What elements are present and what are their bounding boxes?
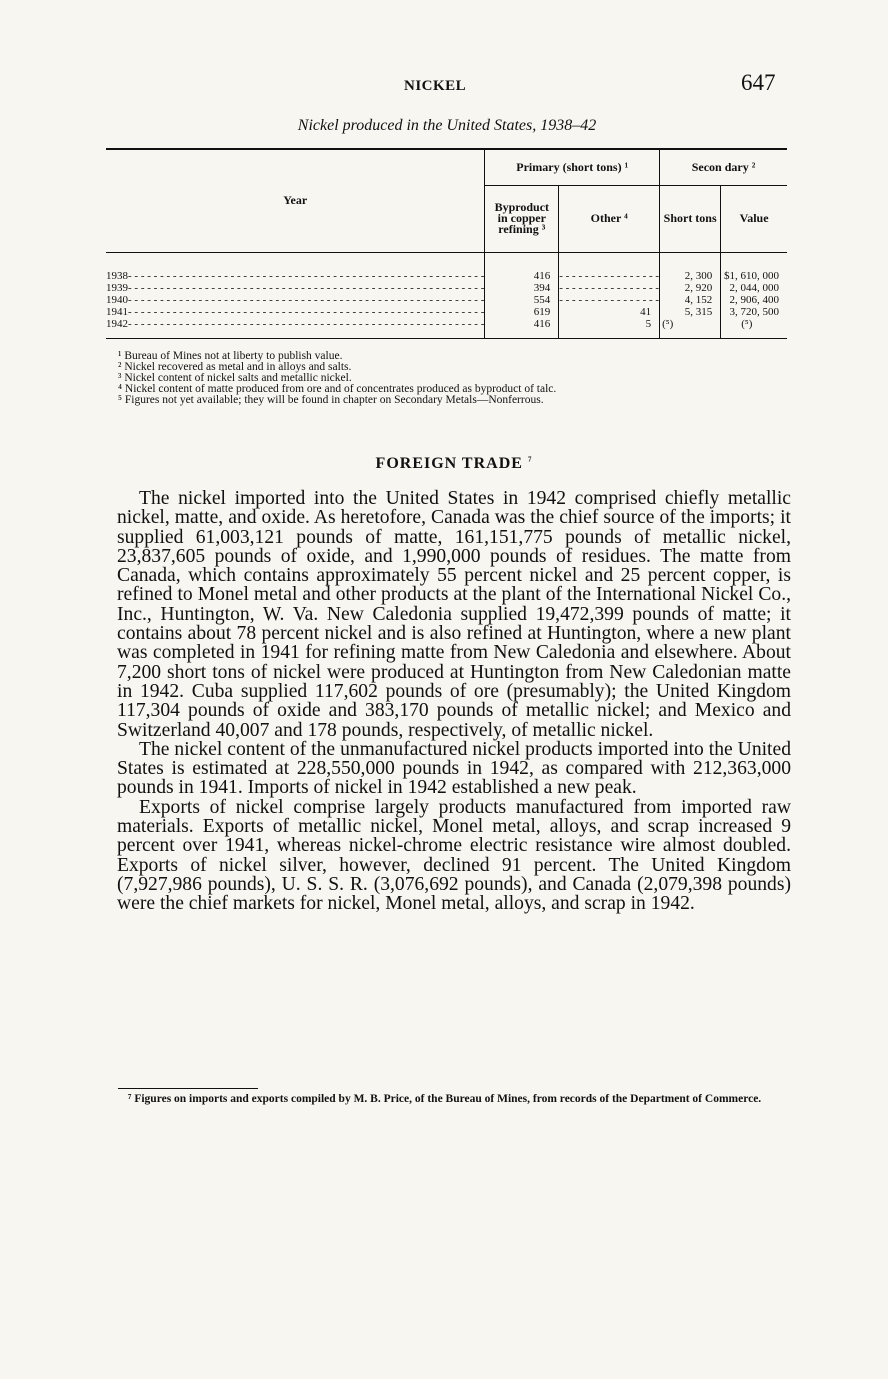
table-caption: Nickel produced in the United States, 1938–42 — [297, 117, 597, 134]
page-footnote — [118, 1092, 798, 1107]
header-byproduct — [485, 185, 559, 252]
row-other: - - - - - - - - - - - - - - - - — [559, 282, 660, 294]
page-number: 647 — [741, 70, 776, 95]
row-value: (⁵) — [721, 318, 787, 330]
running-head — [0, 70, 888, 100]
header-year: Year — [106, 149, 485, 252]
row-short-tons: 2, 920 — [660, 282, 721, 294]
row-year-label: 1942 — [106, 318, 128, 330]
row-year: 1938- - - - - - - - - - - - - - - - - - - - - - - - - - - - - - - - - - - - - - - - - - - - - - - - - - - - - - - - — [106, 270, 485, 282]
row-value: 2, 044, 000 — [721, 282, 787, 294]
production-table — [106, 148, 787, 339]
row-byproduct: 554 — [485, 294, 559, 306]
footnote-rule — [118, 1088, 258, 1089]
row-byproduct: 394 — [485, 282, 559, 294]
row-year: 1942- - - - - - - - - - - - - - - - - - - - - - - - - - - - - - - - - - - - - - - - - - - - - - - - - - - - - - - - — [106, 318, 485, 330]
header-secondary: Secon dary ² — [660, 149, 787, 185]
row-byproduct: 619 — [485, 306, 559, 318]
footnote-5: ⁵ Figures not yet available; they will be found in chapter on Secondary Metals—Nonferrous. — [118, 394, 544, 406]
table-row — [106, 306, 787, 318]
row-year-label: 1938 — [106, 270, 128, 282]
section-heading-footnote-mark: 7 — [527, 455, 533, 464]
table-footnotes — [118, 351, 778, 406]
header-primary: Primary (short tons) ¹ — [485, 149, 660, 185]
footnote-2: ² Nickel recovered as metal and in alloys and salts. — [118, 361, 352, 373]
footnote-3: ³ Nickel content of nickel salts and metallic nickel. — [118, 372, 352, 384]
row-other: 41 — [559, 306, 660, 318]
row-short-tons: 4, 152 — [660, 294, 721, 306]
paragraph-imports: The nickel imported into the United States in 1942 comprised chiefly metallic nickel, matte, and oxide. As heretofore, Canada was the chief source of the imports; it supplied 61,003,121 pounds of matte, 161,151,775 pounds of metallic nickel, 23,837,605 pounds of oxide, and 1,990,000 pounds of residues. The matte from Canada, which contains approximately 55 percent nickel and 25 percent copper, is refined to Monel metal and other products at the plant of the International Nickel Co., Inc., Huntington, W. Va. New Caledonia supplied 19,472,399 pounds of matte; it contains about 78 percent nickel and is also refined at Huntington, where a new plant was completed in 1941 for refining matte from New Caledonia and elsewhere. About 7,200 short tons of nickel were produced at Huntington from New Caledonian matte in 1942. Cuba supplied 117,602 pounds of ore (presumably); the United Kingdom 117,304 pounds of oxide and 383,170 pounds of metallic nickel; and Mexico and Switzerland 40,007 and 178 pounds, respectively, of metallic nickel. — [117, 488, 791, 741]
body-text — [117, 489, 791, 914]
row-other: - - - - - - - - - - - - - - - - — [559, 294, 660, 306]
table-row — [106, 270, 787, 282]
running-title: NICKEL — [404, 78, 467, 94]
row-other: - - - - - - - - - - - - - - - - — [559, 270, 660, 282]
row-short-tons: (⁵) — [660, 318, 721, 330]
row-byproduct: 416 — [485, 270, 559, 282]
header-value: Value — [721, 185, 787, 252]
section-heading — [0, 455, 888, 473]
row-year-label: 1940 — [106, 294, 128, 306]
row-year-label: 1941 — [106, 306, 128, 318]
row-value: 2, 906, 400 — [721, 294, 787, 306]
row-year: 1940- - - - - - - - - - - - - - - - - - - - - - - - - - - - - - - - - - - - - - - - - - - - - - - - - - - - - - - - — [106, 294, 485, 306]
header-short-tons: Short tons — [660, 185, 721, 252]
footnote-4: ⁴ Nickel content of matte produced from ore and of concentrates produced as byproduct of talc. — [118, 383, 557, 395]
header-other: Other ⁴ — [559, 185, 660, 252]
header-byproduct-line3: refining ³ — [498, 222, 546, 236]
row-other: 5 — [559, 318, 660, 330]
header-byproduct-line1: Byproduct — [494, 200, 550, 214]
section-heading-text: FOREIGN TRADE — [375, 455, 523, 472]
row-year-label: 1939 — [106, 282, 128, 294]
row-value: $1, 610, 000 — [721, 270, 787, 282]
table-row — [106, 294, 787, 306]
page-footnote-text: ⁷ Figures on imports and exports compiled by M. B. Price, of the Bureau of Mines, from records of the Department of Commerce. — [128, 1093, 762, 1105]
row-short-tons: 2, 300 — [660, 270, 721, 282]
paragraph-exports: Exports of nickel comprise largely products manufactured from imported raw materials. Exports of metallic nickel, Monel metal, alloys, and scrap increased 9 percent over 1941, whereas nickel-chrome electric resistance wire almost doubled. Exports of nickel silver, however, declined 91 percent. The United Kingdom (7,927,986 pounds), U. S. S. R. (3,076,692 pounds), and Canada (2,079,398 pounds) were the chief markets for nickel, Monel metal, alloys, and scrap in 1942. — [117, 796, 791, 915]
header-byproduct-line2: in copper — [497, 211, 546, 225]
row-short-tons: 5, 315 — [660, 306, 721, 318]
row-year: 1941- - - - - - - - - - - - - - - - - - - - - - - - - - - - - - - - - - - - - - - - - - - - - - - - - - - - - - - - — [106, 306, 485, 318]
footnote-1: ¹ Bureau of Mines not at liberty to publish value. — [118, 350, 343, 362]
table-row — [106, 318, 787, 330]
row-byproduct: 416 — [485, 318, 559, 330]
paragraph-nickel-content: The nickel content of the unmanufactured nickel products imported into the United States is estimated at 228,550,000 pounds in 1942, as compared with 212,363,000 pounds in 1941. Imports of nickel in 1942 established a new peak. — [117, 738, 791, 799]
row-year: 1939- - - - - - - - - - - - - - - - - - - - - - - - - - - - - - - - - - - - - - - - - - - - - - - - - - - - - - - - — [106, 282, 485, 294]
table-row — [106, 282, 787, 294]
row-value: 3, 720, 500 — [721, 306, 787, 318]
